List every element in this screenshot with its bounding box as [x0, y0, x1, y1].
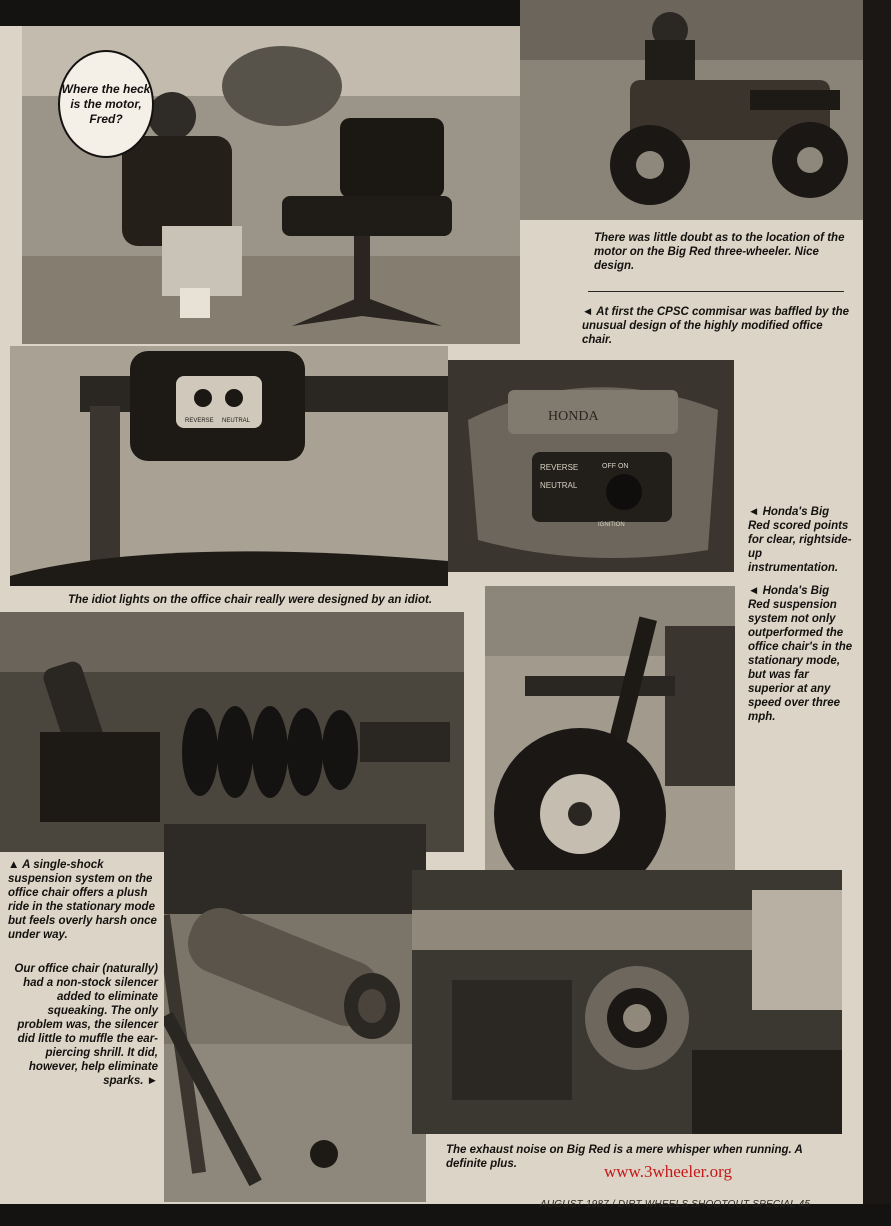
speech-bubble: [58, 50, 154, 158]
photo-chair-single-shock: [0, 612, 464, 852]
caption-divider: [588, 291, 844, 292]
honda-ignition-label: IGNITION: [598, 522, 625, 528]
photo-big-red-three-wheeler: [520, 0, 863, 220]
photo-honda-front-suspension: [485, 586, 735, 870]
speech-bubble-text: Where the heck is the motor, Fred?: [61, 81, 151, 126]
caption-idiot-lights: The idiot lights on the office chair really were designed by an idiot.: [68, 594, 433, 606]
photo-big-red-exhaust: [412, 870, 842, 1134]
caption-single-shock: ▲ A single-shock suspension system on the office chair offers a plush ride in the stationary mode but feels overly harsh once under way.: [8, 859, 157, 941]
caption-silencer: Our office chair (naturally) had a non-stock silencer added to eliminate squeaking. The only problem was, the silencer did little to muffle the ear-piercing shrill. It did, however, help eliminate sparks. ►: [14, 963, 158, 1087]
photo-honda-instrument-panel: [448, 360, 734, 572]
caption-cpsc-commisar: ◄ At first the CPSC commisar was baffled by the unusual design of the highly modified office chair.: [582, 306, 849, 346]
chair-panel-left-label: REVERSE: [185, 418, 214, 424]
honda-neutral-label: NEUTRAL: [540, 481, 578, 490]
caption-honda-instruments: ◄ Honda's Big Red scored points for clear, rightside-up instrumentation.: [748, 506, 852, 574]
right-border: [863, 0, 891, 1226]
honda-off-on-label: OFF ON: [602, 463, 629, 470]
honda-brand-text: HONDA: [548, 409, 599, 424]
caption-big-red-motor: There was little doubt as to the location of the motor on the Big Red three-wheeler. Nice design.: [594, 232, 845, 272]
chair-panel-right-label: NEUTRAL: [222, 418, 251, 424]
photo-chair-silencer: [164, 824, 426, 1202]
watermark-url: www.3wheeler.org: [604, 1162, 732, 1181]
page-footer: AUGUST 1987 / DIRT WHEELS SHOOTOUT SPECIAL 45: [540, 1199, 811, 1210]
photo-chair-idiot-lights: [10, 346, 448, 586]
photo-man-with-office-chair: [22, 26, 520, 344]
honda-reverse-label: REVERSE: [540, 463, 579, 472]
caption-honda-suspension: ◄ Honda's Big Red suspension system not only outperformed the office chair's in the stationary mode, but was far superior at any speed over three mph.: [748, 585, 853, 723]
caption-exhaust: The exhaust noise on Big Red is a mere whisper when running. A definite plus.: [446, 1144, 803, 1170]
